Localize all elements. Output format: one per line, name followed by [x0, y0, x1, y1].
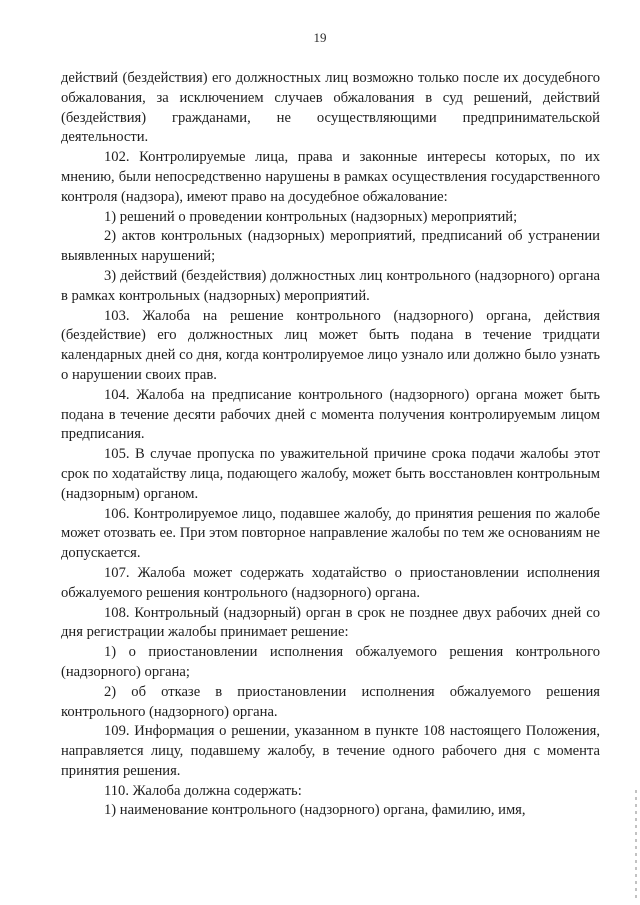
paragraph: 3) действий (бездействия) должностных лиц контрольного (надзорного) органа в рамках контрольных (надзорных) мероприятий. [61, 267, 600, 304]
page-number: 19 [313, 30, 327, 45]
paragraph: 102. Контролируемые лица, права и законные интересы которых, по их мнению, были непосредственно нарушены в рамках осуществления государственного контроля (надзора), имеют право на досудебное обжалование: [61, 149, 600, 205]
paragraph: 1) решений о проведении контрольных (надзорных) мероприятий; [104, 208, 518, 225]
paragraph: 106. Контролируемое лицо, подавшее жалобу, до принятия решения по жалобе может отозвать ее. При этом повторное направление жалобы по тем же основаниям не допускается. [61, 505, 600, 562]
scan-edge-mark [635, 790, 637, 900]
paragraph: 1) наименование контрольного (надзорного) органа, фамилию, имя, [104, 802, 526, 819]
paragraph: 107. Жалоба может содержать ходатайство о приостановлении исполнения обжалуемого решения контрольного (надзорного) органа. [61, 564, 600, 601]
paragraph: 103. Жалоба на решение контрольного (надзорного) органа, действия (бездействие) его должностных лиц может быть подана в течение тридцати календарных дней со дня, когда контролируемое лицо узнало или должно было узнать о нарушении своих прав. [61, 307, 600, 383]
paragraph: 2) об отказе в приостановлении исполнения обжалуемого решения контрольного (надзорного) органа. [61, 683, 600, 720]
paragraph: 109. Информация о решении, указанном в пункте 108 настоящего Положения, направляется лицу, подавшему жалобу, в течение одного рабочего дня с момента принятия решения. [61, 723, 600, 779]
document-body [61, 69, 600, 821]
paragraph: 105. В случае пропуска по уважительной причине срока подачи жалобы этот срок по ходатайству лица, подающего жалобу, может быть восстановлен контрольным (надзорным) органом. [61, 446, 600, 502]
paragraph: 2) актов контрольных (надзорных) мероприятий, предписаний об устранении выявленных нарушений; [61, 228, 600, 265]
paragraph: 1) о приостановлении исполнения обжалуемого решения контрольного (надзорного) органа; [61, 644, 600, 680]
paragraph: 110. Жалоба должна содержать: [104, 782, 302, 799]
paragraph: действий (бездействия) его должностных лиц возможно только после их досудебного обжалования, за исключением случаев обжалования в суд решений, действий (бездействия) гражданами, не осуществляющими предпринимательской деятельности. [61, 70, 600, 146]
paragraph: 104. Жалоба на предписание контрольного (надзорного) органа может быть подана в течение десяти рабочих дней с момента получения контролируемым лицом предписания. [61, 386, 600, 443]
paragraph: 108. Контрольный (надзорный) орган в срок не позднее двух рабочих дней со дня регистрации жалобы принимает решение: [61, 604, 600, 641]
